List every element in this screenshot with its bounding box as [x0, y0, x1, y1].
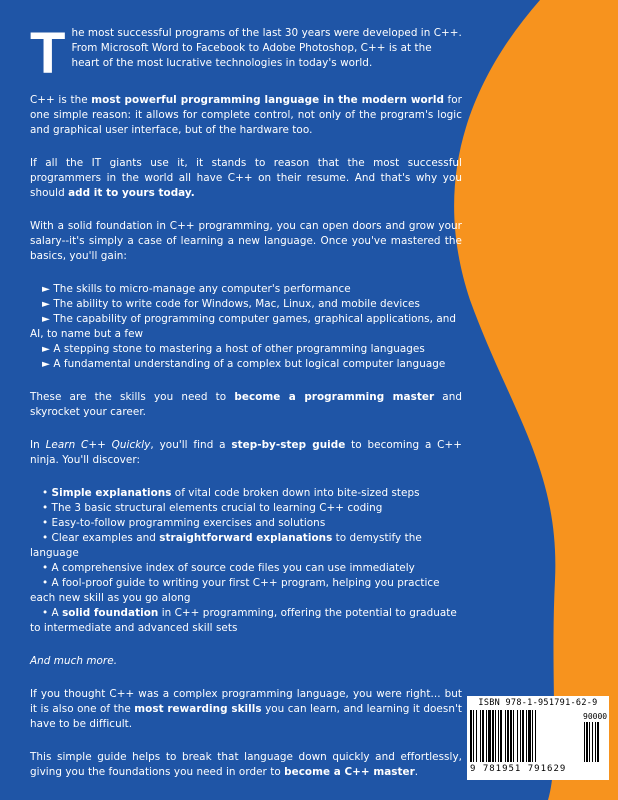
- emphasis: add it to yours today.: [68, 187, 195, 199]
- list-item: • A fool-proof guide to writing your first C++ program, helping you practice each new skill as you go along: [30, 577, 440, 604]
- list-item: ► The capability of programming computer games, graphical applications, and AI, to name but a few: [30, 313, 457, 340]
- list-item: ► The skills to micro-manage any computer's performance: [42, 283, 351, 295]
- back-cover-text: [30, 21, 463, 798]
- paragraph-rewarding: If you thought C++ was a complex programming language, you were right... but it is also one of the most rewarding skills you can learn, and learning it doesn't have to be difficult.: [30, 688, 463, 730]
- paragraph-powerful: C++ is the most powerful programming language in the modern world for one simple reason: it allows for complete control, not only of the program's logic and graphical user interface, but of the hardware too.: [30, 94, 462, 136]
- drop-cap: T: [30, 21, 66, 86]
- emphasis: most rewarding skills: [134, 703, 262, 715]
- list-item: • Clear examples and straightforward explanations to demystify the language: [30, 532, 422, 559]
- list-item: • A comprehensive index of source code files you can use immediately: [42, 562, 415, 574]
- emphasis: step-by-step guide: [231, 439, 346, 451]
- gains-list: [30, 282, 462, 372]
- paragraph-it-giants: If all the IT giants use it, it stands to reason that the most successful programmers in the world all have C++ on their resume. And that's why you should add it to yours today.: [30, 157, 462, 199]
- isbn-text: ISBN 978-1-951791-62-9: [478, 698, 598, 708]
- emphasis: most powerful programming language in the modern world: [91, 94, 444, 106]
- paragraph-discover: In Learn C++ Quickly, you'll find a step-by-step guide to becoming a C++ ninja. You'll discover:: [30, 439, 462, 466]
- and-much-more: And much more.: [30, 655, 118, 667]
- list-item: • The 3 basic structural elements crucial to learning C++ coding: [42, 502, 383, 514]
- list-item: • A solid foundation in C++ programming, offering the potential to graduate to intermediate and advanced skill sets: [30, 607, 457, 634]
- intro-paragraph: [30, 21, 462, 86]
- list-item: • Easy-to-follow programming exercises and solutions: [42, 517, 326, 529]
- list-item: ► A stepping stone to mastering a host of other programming languages: [42, 343, 425, 355]
- paragraph-foundation: With a solid foundation in C++ programming, you can open doors and grow your salary--it's simply a case of learning a new language. Once you've mastered the basics, you'll gain:: [30, 220, 462, 262]
- paragraph-master: This simple guide helps to break that language down quickly and effortlessly, giving you the foundations you need in order to become a C++ master.: [30, 751, 462, 778]
- barcode-addon: 90000: [583, 712, 608, 721]
- book-title: Learn C++ Quickly: [45, 439, 151, 451]
- list-item: ► A fundamental understanding of a complex but logical computer language: [42, 358, 446, 370]
- emphasis: become a C++ master: [284, 766, 415, 778]
- discover-list: [30, 486, 462, 636]
- intro-text: he most successful programs of the last 30 years were developed in C++. From Microsoft Word to Facebook to Adobe Photoshop, C++ is at the heart of the most lucrative technologies in today's world.: [71, 27, 462, 69]
- paragraph-skills: These are the skills you need to become a programming master and skyrocket your career.: [30, 391, 462, 418]
- barcode-number: 9 781951 791629: [470, 764, 567, 774]
- emphasis: become a programming master: [234, 391, 435, 403]
- list-item: • Simple explanations of vital code broken down into bite-sized steps: [42, 487, 420, 499]
- list-item: ► The ability to write code for Windows, Mac, Linux, and mobile devices: [42, 298, 420, 310]
